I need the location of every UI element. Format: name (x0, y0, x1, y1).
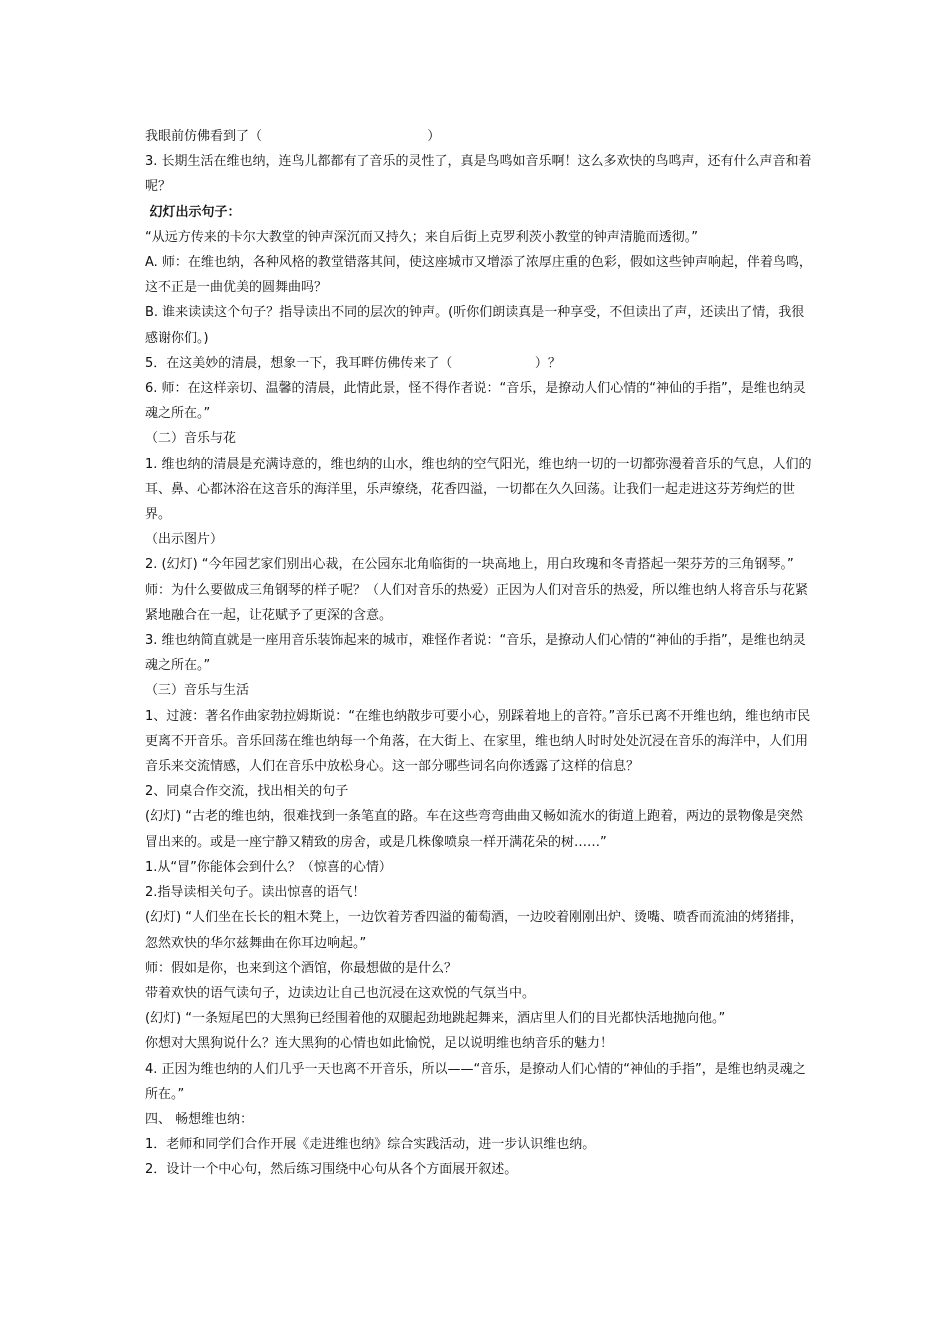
paragraph: 师：为什么要做成三角钢琴的样子呢？（人们对音乐的热爱）正因为人们对音乐的热爱，所以维也纳人将音乐与花紧紧地融合在一起，让花赋予了更深的含意。 (145, 582, 809, 623)
paragraph: 你想对大黑狗说什么？连大黑狗的心情也如此愉悦，足以说明维也纳音乐的魅力！ (145, 1036, 614, 1052)
paragraph: (幻灯) “人们坐在长长的粗木凳上，一边饮着芳香四溢的葡萄酒，一边咬着刚刚出炉、烫嘴、喷香而流油的烤猪排，忽然欢快的华尔兹舞曲在你耳边响起。” (145, 910, 804, 951)
paragraph: “从远方传来的卡尔大教堂的钟声深沉而又持久；来自后街上克罗利茨小教堂的钟声清脆而透彻。” (145, 229, 698, 245)
paragraph: 4. 正因为维也纳的人们几乎一天也离不开音乐，所以——“音乐，是撩动人们心情的“神仙的手指”，是维也纳灵魂之所在。” (145, 1061, 806, 1102)
paragraph: 师：假如是你，也来到这个酒馆，你最想做的是什么？ (145, 960, 458, 976)
paragraph: 2、同桌合作交流，找出相关的句子 (145, 784, 349, 800)
paragraph: A. 师：在维也纳，各种风格的教堂错落其间，使这座城市又增添了浓厚庄重的色彩，假如这些钟声响起，伴着鸟鸣，这不正是一曲优美的圆舞曲吗？ (145, 255, 812, 296)
section-heading: （三）音乐与生活 (145, 683, 250, 699)
paragraph: 6. 师：在这样亲切、温馨的清晨，此情此景，怪不得作者说：“音乐，是撩动人们心情的“神仙的手指”，是维也纳灵魂之所在。” (145, 381, 806, 422)
paragraph: 我眼前仿佛看到了（ ） (145, 129, 441, 144)
paragraph: 2. (幻灯) “今年园艺家们别出心裁，在公园东北角临街的一块高地上，用白玫瑰和冬青搭起一架芬芳的三角钢琴。” (145, 557, 794, 573)
paragraph: 1. 维也纳的清晨是充满诗意的，维也纳的山水，维也纳的空气阳光，维也纳一切的一切都弥漫着音乐的气息，人们的耳、鼻、心都沐浴在这音乐的海洋里，乐声缭绕，花香四溢，一切都在久久回荡。让我们一起走进这芬芳绚烂的世界。 (145, 456, 812, 523)
paragraph: 3. 长期生活在维也纳，连鸟儿都都有了音乐的灵性了，真是鸟鸣如音乐啊！这么多欢快的鸟鸣声，还有什么声音和着呢？ (145, 154, 812, 195)
section-heading: （二）音乐与花 (145, 431, 237, 447)
paragraph: 3. 维也纳简直就是一座用音乐装饰起来的城市，难怪作者说：“音乐，是撩动人们心情的“神仙的手指”，是维也纳灵魂之所在。” (145, 633, 806, 674)
paragraph: 带着欢快的语气读句子，边读边让自己也沉浸在这欢悦的气氛当中。 (145, 985, 536, 1001)
paragraph: 5．在这美妙的清晨，想象一下，我耳畔仿佛传来了（ ）？ (145, 355, 561, 371)
paragraph: 2．设计一个中心句，然后练习围绕中心句从各个方面展开叙述。 (145, 1162, 518, 1178)
paragraph: 1.从“冒”你能体会到什么？（惊喜的心情） (145, 859, 392, 875)
paragraph: 2.指导读相关句子。读出惊喜的语气！ (145, 885, 366, 901)
section-heading: 四、 畅想维也纳： (145, 1111, 254, 1127)
paragraph-heading: 幻灯出示句子： (145, 204, 241, 220)
paragraph: (幻灯) “古老的维也纳，很难找到一条笔直的路。车在这些弯弯曲曲又畅如流水的街道上跑着，两边的景物像是突然冒出来的。或是一座宁静又精致的房舍，或是几株像喷泉一样开满花朵的树……” (145, 809, 804, 850)
paragraph: (幻灯) “一条短尾巴的大黑狗已经围着他的双腿起劲地跳起舞来，酒店里人们的目光都快活地抛向他。” (145, 1011, 726, 1027)
document-body (145, 124, 815, 1183)
paragraph: 1、过渡：著名作曲家勃拉姆斯说：“在维也纳散步可要小心，别踩着地上的音符。”音乐已离不开维也纳，维也纳市民更离不开音乐。音乐回荡在维也纳每一个角落，在大街上、在家里，维也纳人时时处处沉浸在音乐的海洋中，人们用音乐来交流情感，人们在音乐中放松身心。这一部分哪些词名向你透露了这样的信息？ (145, 708, 811, 775)
paragraph: B. 谁来读读这个句子？指导读出不同的层次的钟声。(听你们朗读真是一种享受，不但读出了声，还读出了情，我很感谢你们。) (145, 305, 805, 346)
paragraph: 1．老师和同学们合作开展《走进维也纳》综合实践活动，进一步认识维也纳。 (145, 1137, 596, 1153)
paragraph: （出示图片） (145, 532, 224, 548)
